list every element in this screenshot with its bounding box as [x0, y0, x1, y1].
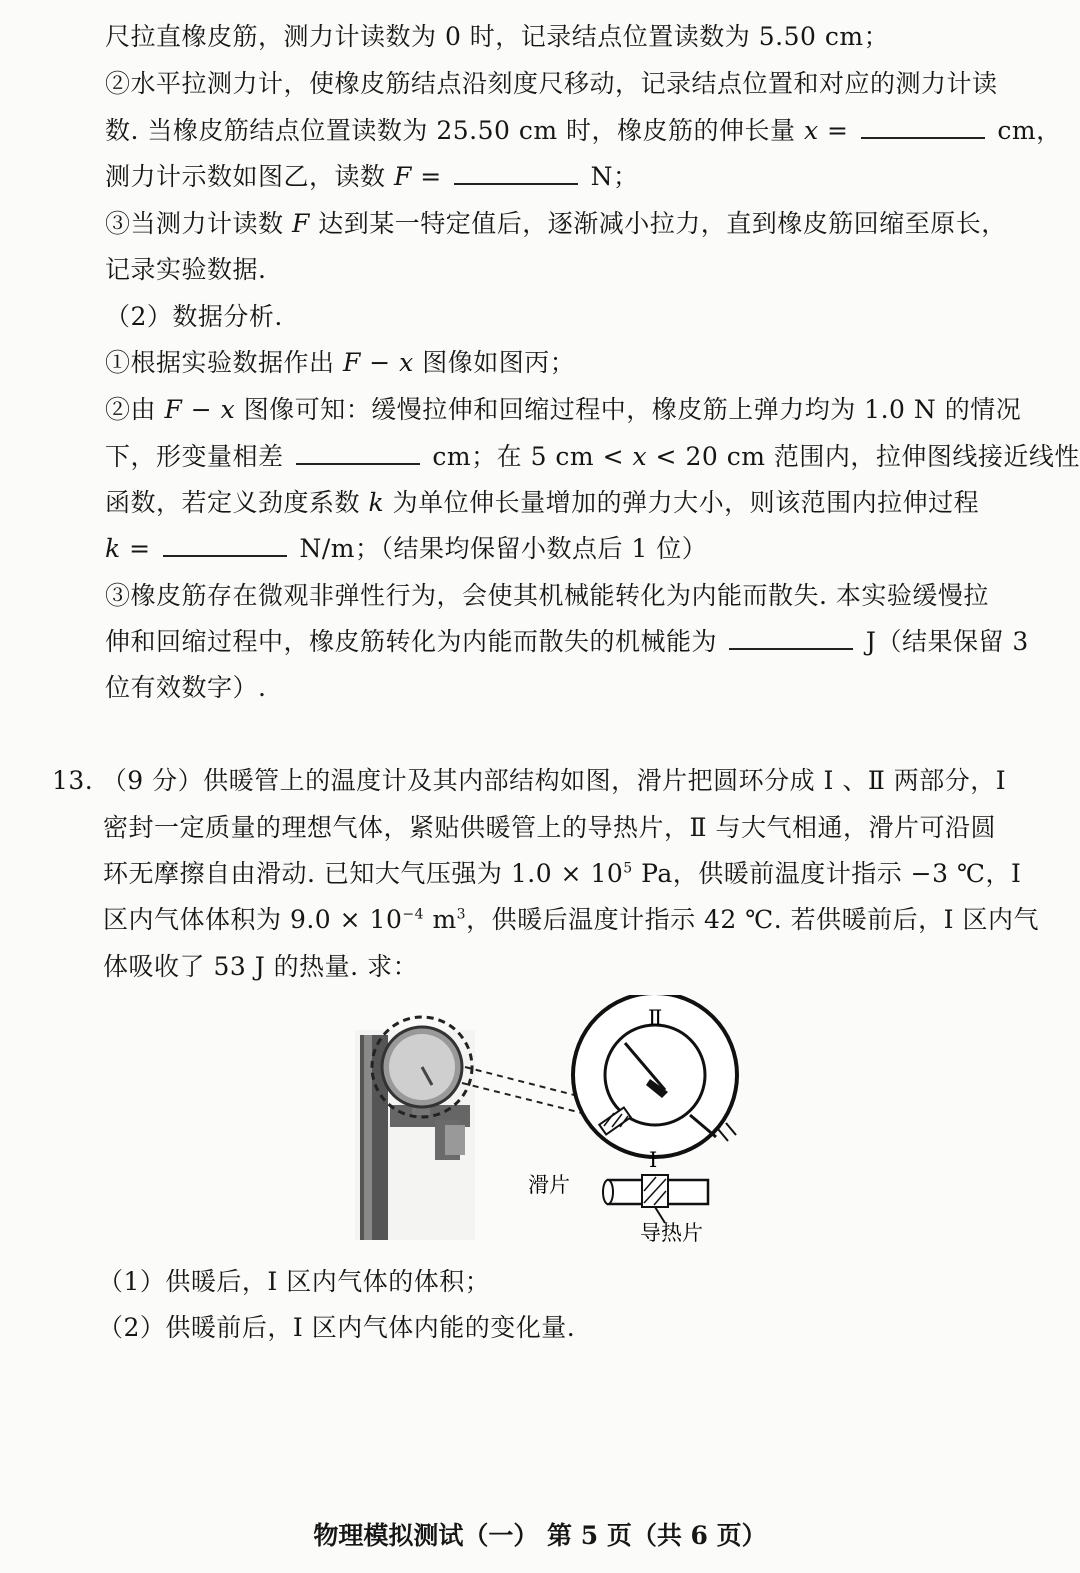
thermometer-figure [350, 995, 770, 1250]
vent-mark-2 [726, 1123, 736, 1135]
part2-heading: （2）数据分析. [105, 302, 283, 331]
label-region-II: Ⅱ [648, 1006, 663, 1030]
q13-sub2: （2）供暖前后，Ⅰ 区内气体内能的变化量. [98, 1313, 576, 1342]
step1-tail: 尺拉直橡皮筋，测力计读数为 0 时，记录结点位置读数为 5.50 cm； [105, 22, 890, 51]
answer-blank-x[interactable] [861, 115, 985, 139]
step2-line2: 数. 当橡皮筋结点位置读数为 25.50 cm 时，橡皮筋的伸长量 x = cm， [105, 116, 1062, 145]
step2-line3: 测力计示数如图乙，读数 F = N； [105, 162, 639, 191]
step3-line1: ③当测力计读数 F 达到某一特定值后，逐渐减小拉力，直到橡皮筋回缩至原长， [105, 209, 1007, 238]
connector-line-bottom [462, 1083, 590, 1115]
part2-step2-line3: 函数，若定义劲度系数 k 为单位伸长量增加的弹力大小，则该范围内拉伸过程 [105, 488, 980, 517]
answer-blank-F[interactable] [454, 161, 578, 185]
part2-step1: ①根据实验数据作出 F − x 图像如图丙； [105, 348, 576, 377]
label-heat-conductor: 导热片 [640, 1221, 703, 1245]
part2-step2-line4: k = N/m；（结果均保留小数点后 1 位） [105, 534, 708, 563]
q13-line1: 13. （9 分）供暖管上的温度计及其内部结构如图，滑片把圆环分成 Ⅰ 、Ⅱ 两部分，Ⅰ [52, 766, 1007, 795]
part2-step2-line1: ②由 F − x 图像可知：缓慢拉伸和回缩过程中，橡皮筋上弹力均为 1.0 N 的情况 [105, 395, 1022, 424]
answer-blank-k[interactable] [163, 533, 287, 557]
answer-blank-energy[interactable] [729, 626, 853, 650]
part2-step2-line2: 下，形变量相差 cm；在 5 cm < x < 20 cm 范围内，拉伸图线接近线性 [105, 442, 1080, 471]
heat-conductor [642, 1175, 668, 1207]
part2-step3-line1: ③橡皮筋存在微观非弹性行为，会使其机械能转化为内能而散失. 本实验缓慢拉 [105, 581, 989, 610]
q13-sub1: （1）供暖后，Ⅰ 区内气体的体积； [98, 1267, 491, 1296]
connector-line-top [465, 1067, 582, 1097]
q13-line4: 区内气体体积为 $9.0 \times 10^{-4}$ $m^3$，供暖后温度计指示 42 ℃. 若供暖前后，Ⅰ 区内气 [103, 905, 1039, 934]
vent-mark-1 [718, 1129, 728, 1141]
answer-blank-deformation[interactable] [296, 441, 420, 465]
q13-line5: 体吸收了 53 J 的热量. 求： [103, 952, 419, 981]
label-slider: 滑片 [528, 1173, 570, 1197]
part2-step3-line2: 伸和回缩过程中，橡皮筋转化为内能而散失的机械能为 J（结果保留 3 [105, 627, 1029, 656]
question-number: 13. [52, 766, 94, 795]
thermometer-photo [355, 1017, 475, 1240]
q13-line3: 环无摩擦自由滑动. 已知大气压强为 $1.0 \times 10^5$ Pa，供暖前温度计指示 −3 ℃，Ⅰ [103, 859, 1022, 888]
label-region-I: Ⅰ [649, 1148, 658, 1172]
step2-line1: ②水平拉测力计，使橡皮筋结点沿刻度尺移动，记录结点位置和对应的测力计读 [105, 69, 998, 98]
step3-line2: 记录实验数据. [105, 255, 267, 284]
part2-step3-line3: 位有效数字）. [105, 673, 267, 702]
q13-line2: 密封一定质量的理想气体，紧贴供暖管上的导热片，Ⅱ 与大气相通，滑片可沿圆 [103, 813, 996, 842]
page-footer: 物理模拟测试（一） 第 5 页（共 6 页） [313, 1521, 767, 1550]
